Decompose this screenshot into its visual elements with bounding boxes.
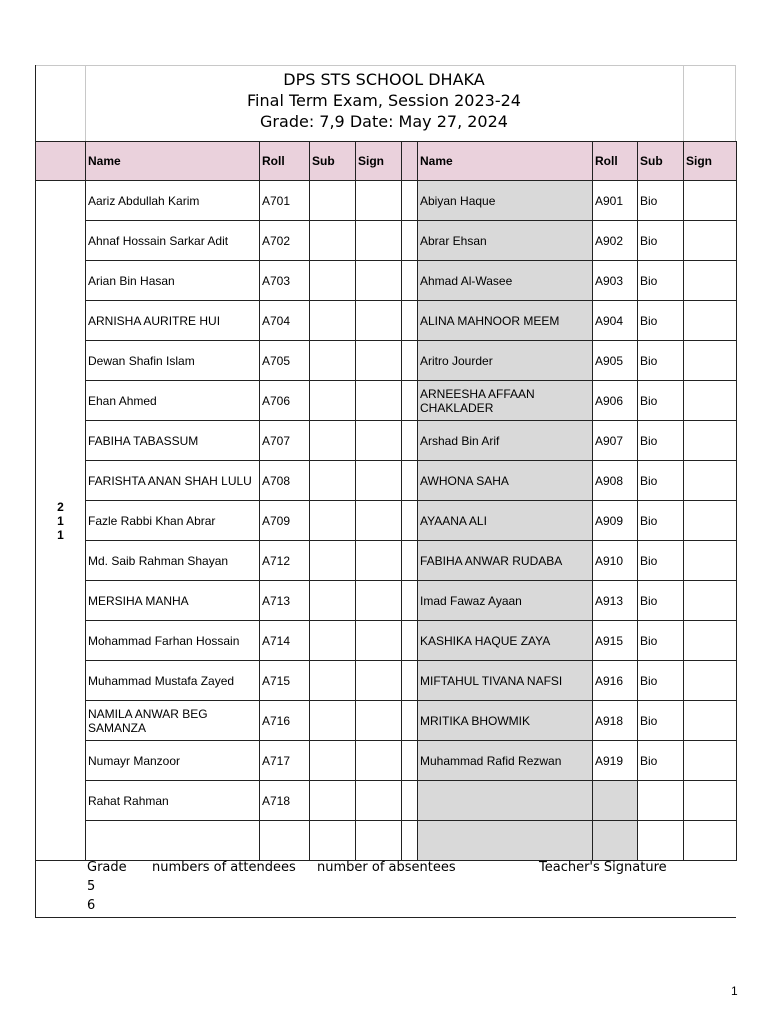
left-sign-cell [356, 661, 402, 701]
right-name-cell: Abiyan Haque [418, 181, 593, 221]
gap-cell [402, 661, 418, 701]
table-row [36, 501, 737, 541]
left-roll-cell: A714 [260, 621, 310, 661]
table-header-row [36, 142, 737, 181]
right-roll-cell: A919 [593, 741, 638, 781]
sheet-header [85, 69, 683, 132]
right-sign-cell [684, 821, 737, 861]
right-sign-cell [684, 261, 737, 301]
right-roll-cell: A918 [593, 701, 638, 741]
header-gap [402, 142, 418, 181]
left-name-cell: Arian Bin Hasan [86, 261, 260, 301]
left-sub-cell [310, 261, 356, 301]
right-sign-cell [684, 421, 737, 461]
left-roll-cell: A701 [260, 181, 310, 221]
gap-cell [402, 621, 418, 661]
frame-bottom-line [35, 917, 736, 918]
right-sign-cell [684, 581, 737, 621]
gap-cell [402, 421, 418, 461]
table-row [36, 341, 737, 381]
right-name-cell: Abrar Ehsan [418, 221, 593, 261]
gap-cell [402, 501, 418, 541]
table-row [36, 821, 737, 861]
left-name-cell: FARISHTA ANAN SHAH LULU [86, 461, 260, 501]
right-sign-cell [684, 341, 737, 381]
right-sign-cell [684, 701, 737, 741]
right-roll-cell [593, 781, 638, 821]
header-name-right: Name [418, 142, 593, 181]
right-sub-cell: Bio [638, 581, 684, 621]
right-sign-cell [684, 501, 737, 541]
right-name-cell: Arshad Bin Arif [418, 421, 593, 461]
right-sub-cell: Bio [638, 741, 684, 781]
right-name-cell: MRITIKA BHOWMIK [418, 701, 593, 741]
right-roll-cell: A903 [593, 261, 638, 301]
right-sub-cell: Bio [638, 341, 684, 381]
gap-cell [402, 301, 418, 341]
right-name-cell: AYAANA ALI [418, 501, 593, 541]
footer-grade-label: Grade [87, 860, 127, 875]
right-sub-cell: Bio [638, 541, 684, 581]
left-roll-cell: A718 [260, 781, 310, 821]
right-sub-cell: Bio [638, 461, 684, 501]
left-sub-cell [310, 421, 356, 461]
left-name-cell: FABIHA TABASSUM [86, 421, 260, 461]
left-roll-cell: A713 [260, 581, 310, 621]
left-roll-cell [260, 821, 310, 861]
right-sign-cell [684, 621, 737, 661]
attendance-sheet [35, 65, 736, 918]
table-row [36, 421, 737, 461]
table-row [36, 741, 737, 781]
right-sign-cell [684, 541, 737, 581]
room-digit: 1 [57, 527, 64, 542]
gap-cell [402, 181, 418, 221]
left-sub-cell [310, 221, 356, 261]
table-row [36, 261, 737, 301]
footer-teacher-signature-label: Teacher's Signature [539, 860, 667, 875]
right-sub-cell: Bio [638, 421, 684, 461]
left-roll-cell: A707 [260, 421, 310, 461]
left-sign-cell [356, 221, 402, 261]
left-roll-cell: A715 [260, 661, 310, 701]
left-sign-cell [356, 781, 402, 821]
left-sub-cell [310, 581, 356, 621]
right-roll-cell [593, 821, 638, 861]
left-sign-cell [356, 261, 402, 301]
left-sub-cell [310, 341, 356, 381]
header-name-left: Name [86, 142, 260, 181]
right-name-cell: KASHIKA HAQUE ZAYA [418, 621, 593, 661]
left-sign-cell [356, 501, 402, 541]
header-roll-right: Roll [593, 142, 638, 181]
right-roll-cell: A909 [593, 501, 638, 541]
left-sub-cell [310, 621, 356, 661]
right-roll-cell: A905 [593, 341, 638, 381]
table-row [36, 581, 737, 621]
left-sub-cell [310, 741, 356, 781]
title-divider-right [683, 65, 684, 141]
right-name-cell: ARNEESHA AFFAAN CHAKLADER [418, 381, 593, 421]
attendance-table [35, 141, 737, 861]
left-sign-cell [356, 541, 402, 581]
right-sign-cell [684, 221, 737, 261]
left-roll-cell: A703 [260, 261, 310, 301]
left-sign-cell [356, 341, 402, 381]
header-sign-left: Sign [356, 142, 402, 181]
left-sign-cell [356, 421, 402, 461]
gap-cell [402, 781, 418, 821]
right-sign-cell [684, 741, 737, 781]
right-sub-cell [638, 821, 684, 861]
left-name-cell: Aariz Abdullah Karim [86, 181, 260, 221]
left-name-cell: Dewan Shafin Islam [86, 341, 260, 381]
right-name-cell: FABIHA ANWAR RUDABA [418, 541, 593, 581]
right-sub-cell: Bio [638, 181, 684, 221]
left-name-cell: Mohammad Farhan Hossain [86, 621, 260, 661]
left-roll-cell: A709 [260, 501, 310, 541]
header-sub-right: Sub [638, 142, 684, 181]
gap-cell [402, 701, 418, 741]
right-roll-cell: A907 [593, 421, 638, 461]
left-sub-cell [310, 701, 356, 741]
left-name-cell [86, 821, 260, 861]
right-roll-cell: A915 [593, 621, 638, 661]
left-sub-cell [310, 301, 356, 341]
table-row [36, 461, 737, 501]
left-sign-cell [356, 181, 402, 221]
right-name-cell: Aritro Jourder [418, 341, 593, 381]
left-sign-cell [356, 581, 402, 621]
table-row [36, 781, 737, 821]
footer-grade-6: 6 [87, 898, 96, 913]
left-sub-cell [310, 821, 356, 861]
left-name-cell: NAMILA ANWAR BEG SAMANZA [86, 701, 260, 741]
left-sign-cell [356, 821, 402, 861]
left-sign-cell [356, 461, 402, 501]
right-name-cell: Imad Fawaz Ayaan [418, 581, 593, 621]
table-row [36, 701, 737, 741]
left-roll-cell: A717 [260, 741, 310, 781]
left-sign-cell [356, 701, 402, 741]
table-row [36, 181, 737, 221]
right-sub-cell [638, 781, 684, 821]
right-name-cell [418, 821, 593, 861]
right-name-cell: Muhammad Rafid Rezwan [418, 741, 593, 781]
table-row [36, 541, 737, 581]
left-name-cell: Muhammad Mustafa Zayed [86, 661, 260, 701]
gap-cell [402, 821, 418, 861]
left-roll-cell: A708 [260, 461, 310, 501]
right-sub-cell: Bio [638, 501, 684, 541]
left-name-cell: MERSIHA MANHA [86, 581, 260, 621]
left-roll-cell: A706 [260, 381, 310, 421]
left-name-cell: Ehan Ahmed [86, 381, 260, 421]
header-sign-right: Sign [684, 142, 737, 181]
table-row [36, 301, 737, 341]
left-roll-cell: A704 [260, 301, 310, 341]
footer-attendees-label: numbers of attendees [152, 860, 296, 875]
left-sign-cell [356, 301, 402, 341]
gap-cell [402, 381, 418, 421]
right-roll-cell: A913 [593, 581, 638, 621]
right-sign-cell [684, 661, 737, 701]
right-sign-cell [684, 181, 737, 221]
left-sign-cell [356, 741, 402, 781]
right-roll-cell: A916 [593, 661, 638, 701]
left-sub-cell [310, 461, 356, 501]
room-number [36, 181, 86, 861]
gap-cell [402, 221, 418, 261]
right-sub-cell: Bio [638, 301, 684, 341]
footer-absentees-label: number of absentees [317, 860, 456, 875]
right-roll-cell: A901 [593, 181, 638, 221]
header-blank [36, 142, 86, 181]
right-roll-cell: A904 [593, 301, 638, 341]
gap-cell [402, 341, 418, 381]
left-roll-cell: A705 [260, 341, 310, 381]
gap-cell [402, 581, 418, 621]
right-name-cell: MIFTAHUL TIVANA NAFSI [418, 661, 593, 701]
room-digit: 1 [57, 513, 64, 528]
right-sign-cell [684, 781, 737, 821]
left-sign-cell [356, 381, 402, 421]
right-name-cell [418, 781, 593, 821]
left-sub-cell [310, 781, 356, 821]
grade-date: Grade: 7,9 Date: May 27, 2024 [260, 112, 508, 131]
left-name-cell: ARNISHA AURITRE HUI [86, 301, 260, 341]
gap-cell [402, 461, 418, 501]
right-name-cell: AWHONA SAHA [418, 461, 593, 501]
left-roll-cell: A712 [260, 541, 310, 581]
right-sign-cell [684, 461, 737, 501]
right-sub-cell: Bio [638, 261, 684, 301]
room-digit: 2 [57, 499, 64, 514]
left-name-cell: Fazle Rabbi Khan Abrar [86, 501, 260, 541]
header-sub-left: Sub [310, 142, 356, 181]
left-sub-cell [310, 541, 356, 581]
left-roll-cell: A716 [260, 701, 310, 741]
right-sub-cell: Bio [638, 621, 684, 661]
page-number: 1 [731, 984, 738, 998]
frame-top-line [35, 65, 736, 66]
gap-cell [402, 261, 418, 301]
left-name-cell: Md. Saib Rahman Shayan [86, 541, 260, 581]
header-roll-left: Roll [260, 142, 310, 181]
table-row [36, 621, 737, 661]
table-row [36, 661, 737, 701]
left-roll-cell: A702 [260, 221, 310, 261]
right-roll-cell: A908 [593, 461, 638, 501]
right-sub-cell: Bio [638, 381, 684, 421]
right-sub-cell: Bio [638, 661, 684, 701]
school-name: DPS STS SCHOOL DHAKA [283, 70, 485, 89]
right-name-cell: Ahmad Al-Wasee [418, 261, 593, 301]
gap-cell [402, 541, 418, 581]
frame-right-line [735, 65, 736, 141]
gap-cell [402, 741, 418, 781]
right-name-cell: ALINA MAHNOOR MEEM [418, 301, 593, 341]
exam-title: Final Term Exam, Session 2023-24 [247, 91, 521, 110]
left-sub-cell [310, 381, 356, 421]
right-sign-cell [684, 381, 737, 421]
right-sub-cell: Bio [638, 701, 684, 741]
left-name-cell: Rahat Rahman [86, 781, 260, 821]
left-sub-cell [310, 661, 356, 701]
table-row [36, 381, 737, 421]
left-sign-cell [356, 621, 402, 661]
left-name-cell: Ahnaf Hossain Sarkar Adit [86, 221, 260, 261]
left-name-cell: Numayr Manzoor [86, 741, 260, 781]
right-roll-cell: A902 [593, 221, 638, 261]
right-sub-cell: Bio [638, 221, 684, 261]
right-roll-cell: A910 [593, 541, 638, 581]
footer-grade-5: 5 [87, 879, 96, 894]
right-sign-cell [684, 301, 737, 341]
right-roll-cell: A906 [593, 381, 638, 421]
left-sub-cell [310, 501, 356, 541]
table-row [36, 221, 737, 261]
left-sub-cell [310, 181, 356, 221]
